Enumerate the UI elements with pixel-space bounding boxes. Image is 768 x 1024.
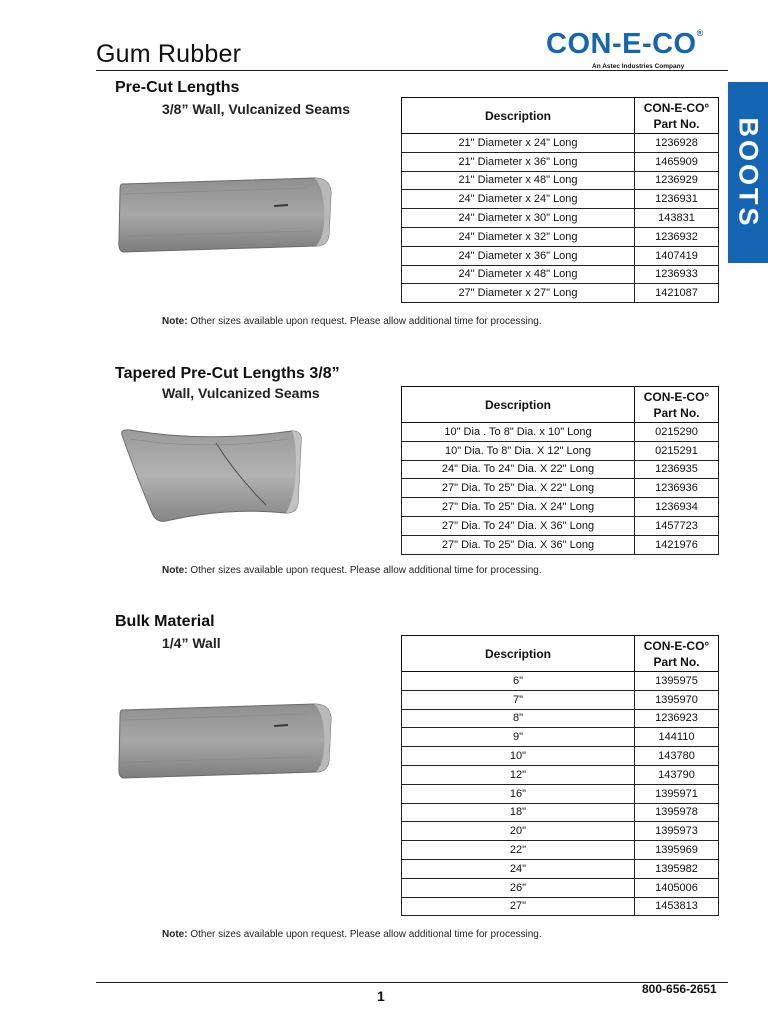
part-number-cell: 1395975 bbox=[635, 672, 719, 691]
description-cell: 12" bbox=[402, 765, 635, 784]
table-row bbox=[402, 171, 719, 190]
part-number-cell: 1395978 bbox=[635, 803, 719, 822]
table-header-row bbox=[402, 636, 719, 672]
part-number-cell: 143780 bbox=[635, 747, 719, 766]
table-row bbox=[402, 535, 719, 554]
part-number-cell: 1236933 bbox=[635, 265, 719, 284]
table-row bbox=[402, 822, 719, 841]
table-row bbox=[402, 897, 719, 916]
table-row bbox=[402, 265, 719, 284]
description-cell: 6" bbox=[402, 672, 635, 691]
table-row bbox=[402, 441, 719, 460]
description-cell: 24" Diameter x 36" Long bbox=[402, 246, 635, 265]
part-number-column-header: CON-E-CO° Part No. bbox=[635, 636, 719, 672]
description-cell: 22" bbox=[402, 841, 635, 860]
table-row bbox=[402, 841, 719, 860]
part-number-cell: 1236932 bbox=[635, 227, 719, 246]
description-cell: 27" Dia. To 24" Dia. X 36" Long bbox=[402, 516, 635, 535]
description-cell: 18" bbox=[402, 803, 635, 822]
tapered-rubber-sleeve-image bbox=[116, 425, 304, 525]
table-row bbox=[402, 423, 719, 442]
description-cell: 16" bbox=[402, 784, 635, 803]
part-number-cell: 1395971 bbox=[635, 784, 719, 803]
rubber-sheet-image bbox=[116, 176, 334, 256]
description-cell: 24" Diameter x 24" Long bbox=[402, 190, 635, 209]
bulk-material-table bbox=[401, 635, 719, 916]
side-tab-label: BOOTS bbox=[733, 116, 764, 229]
table-row bbox=[402, 747, 719, 766]
table-row bbox=[402, 709, 719, 728]
part-number-cell: 1395973 bbox=[635, 822, 719, 841]
table-row bbox=[402, 784, 719, 803]
description-cell: 8" bbox=[402, 709, 635, 728]
part-number-cell: 1453813 bbox=[635, 897, 719, 916]
description-cell: 7" bbox=[402, 690, 635, 709]
description-cell: 21" Diameter x 48" Long bbox=[402, 171, 635, 190]
table-row bbox=[402, 246, 719, 265]
footer-divider bbox=[96, 982, 728, 983]
table-row bbox=[402, 479, 719, 498]
part-number-cell: 1465909 bbox=[635, 152, 719, 171]
description-cell: 24" Diameter x 48" Long bbox=[402, 265, 635, 284]
table-row bbox=[402, 498, 719, 517]
part-number-cell: 1421976 bbox=[635, 535, 719, 554]
part-number-cell: 1395982 bbox=[635, 859, 719, 878]
description-cell: 9" bbox=[402, 728, 635, 747]
logo-tagline: An Astec Industries Company bbox=[592, 63, 685, 70]
description-cell: 27" Diameter x 27" Long bbox=[402, 284, 635, 303]
table-header-row bbox=[402, 387, 719, 423]
table-row bbox=[402, 460, 719, 479]
description-column-header: Description bbox=[402, 636, 635, 672]
description-cell: 27" Dia. To 25" Dia. X 22" Long bbox=[402, 479, 635, 498]
part-number-cell: 0215290 bbox=[635, 423, 719, 442]
phone-number: 800-656-2651 bbox=[642, 982, 717, 996]
pre-cut-lengths-table bbox=[401, 97, 719, 303]
description-cell: 10" Dia. To 8" Dia. X 12" Long bbox=[402, 441, 635, 460]
section-title-bulk: Bulk Material bbox=[115, 613, 215, 630]
part-number-cell: 1236928 bbox=[635, 134, 719, 153]
category-side-tab bbox=[728, 82, 768, 263]
part-number-cell: 1457723 bbox=[635, 516, 719, 535]
bulk-rubber-sheet-image bbox=[116, 702, 334, 782]
part-number-cell: 143790 bbox=[635, 765, 719, 784]
part-number-cell: 1421087 bbox=[635, 284, 719, 303]
part-number-cell: 1407419 bbox=[635, 246, 719, 265]
description-cell: 27" Dia. To 25" Dia. X 36" Long bbox=[402, 535, 635, 554]
table-header-row bbox=[402, 98, 719, 134]
table-row bbox=[402, 134, 719, 153]
description-cell: 24" bbox=[402, 859, 635, 878]
description-cell: 10" Dia . To 8" Dia. x 10" Long bbox=[402, 423, 635, 442]
tapered-pre-cut-lengths-table bbox=[401, 386, 719, 555]
description-cell: 26" bbox=[402, 878, 635, 897]
table-row bbox=[402, 227, 719, 246]
description-column-header: Description bbox=[402, 98, 635, 134]
description-cell: 24" Diameter x 30" Long bbox=[402, 209, 635, 228]
part-number-cell: 0215291 bbox=[635, 441, 719, 460]
description-cell: 27" bbox=[402, 897, 635, 916]
part-number-column-header: CON-E-CO° Part No. bbox=[635, 98, 719, 134]
part-number-column-header: CON-E-CO° Part No. bbox=[635, 387, 719, 423]
table-row bbox=[402, 690, 719, 709]
table-row bbox=[402, 152, 719, 171]
description-cell: 24" Diameter x 32" Long bbox=[402, 227, 635, 246]
table-row bbox=[402, 765, 719, 784]
table-row bbox=[402, 516, 719, 535]
table-row bbox=[402, 672, 719, 691]
table-row bbox=[402, 803, 719, 822]
part-number-cell: 1236923 bbox=[635, 709, 719, 728]
page-number: 1 bbox=[377, 988, 385, 1004]
company-logo bbox=[546, 28, 730, 72]
part-number-cell: 1395970 bbox=[635, 690, 719, 709]
section-subtitle-tapered: Wall, Vulcanized Seams bbox=[162, 385, 320, 401]
part-number-cell: 1236936 bbox=[635, 479, 719, 498]
part-number-cell: 1236931 bbox=[635, 190, 719, 209]
part-number-cell: 1405006 bbox=[635, 878, 719, 897]
description-cell: 10" bbox=[402, 747, 635, 766]
table-row bbox=[402, 728, 719, 747]
description-cell: 21" Diameter x 36" Long bbox=[402, 152, 635, 171]
part-number-cell: 144110 bbox=[635, 728, 719, 747]
section-title-tapered: Tapered Pre-Cut Lengths 3/8” bbox=[115, 365, 340, 382]
part-number-cell: 1236934 bbox=[635, 498, 719, 517]
description-cell: 27" Dia. To 25" Dia. X 24" Long bbox=[402, 498, 635, 517]
description-cell: 20" bbox=[402, 822, 635, 841]
table-row bbox=[402, 190, 719, 209]
part-number-cell: 143831 bbox=[635, 209, 719, 228]
table-row bbox=[402, 878, 719, 897]
availability-note: Note: Other sizes available upon request. Please allow additional time for processing. bbox=[162, 565, 542, 576]
part-number-cell: 1236935 bbox=[635, 460, 719, 479]
description-cell: 21" Diameter x 24" Long bbox=[402, 134, 635, 153]
table-row bbox=[402, 284, 719, 303]
logo-wordmark: CON-E-CO® bbox=[546, 28, 704, 60]
page-title: Gum Rubber bbox=[96, 40, 242, 68]
availability-note: Note: Other sizes available upon request. Please allow additional time for processing. bbox=[162, 316, 542, 327]
availability-note: Note: Other sizes available upon request. Please allow additional time for processing. bbox=[162, 929, 542, 940]
table-row bbox=[402, 209, 719, 228]
section-subtitle-bulk: 1/4” Wall bbox=[162, 635, 221, 651]
description-column-header: Description bbox=[402, 387, 635, 423]
part-number-cell: 1236929 bbox=[635, 171, 719, 190]
section-title-pre-cut: Pre-Cut Lengths bbox=[115, 79, 240, 96]
table-row bbox=[402, 859, 719, 878]
section-subtitle-pre-cut: 3/8” Wall, Vulcanized Seams bbox=[162, 101, 351, 117]
part-number-cell: 1395969 bbox=[635, 841, 719, 860]
description-cell: 24" Dia. To 24" Dia. X 22" Long bbox=[402, 460, 635, 479]
